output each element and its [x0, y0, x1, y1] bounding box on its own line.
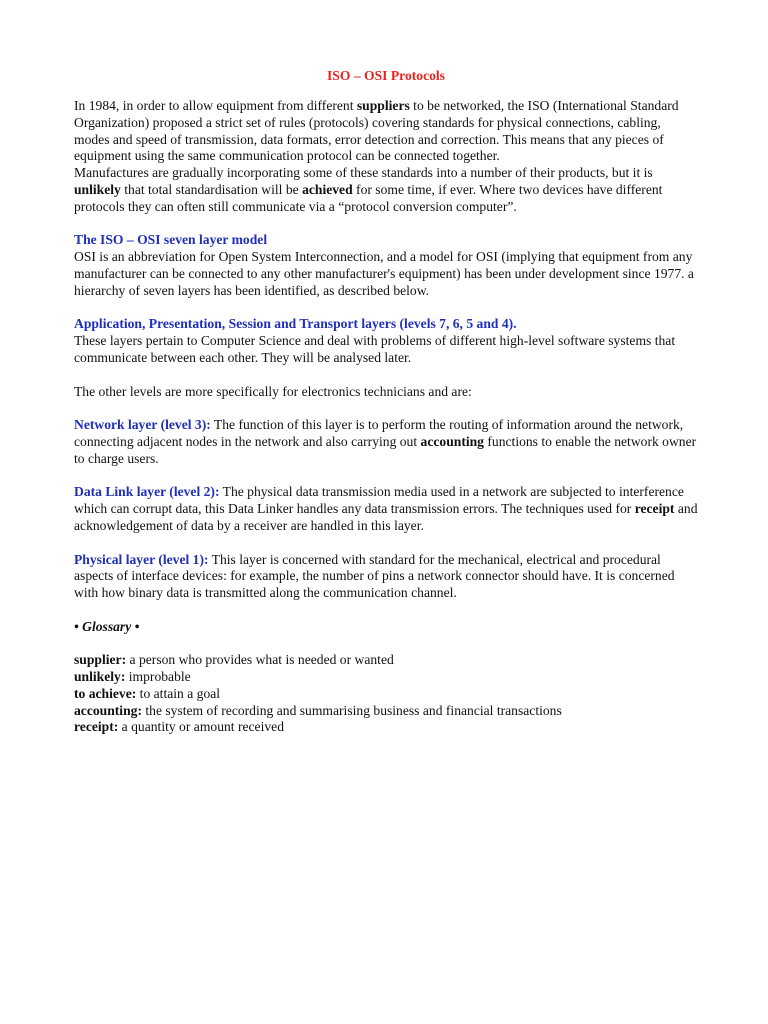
term-receipt: receipt [634, 501, 675, 517]
data-link-layer-text: and acknowledgement of data by a receiver are handled in this layer. [74, 501, 698, 533]
glossary-definition: a person who provides what is needed or wanted [126, 652, 394, 668]
data-link-layer-text: The physical data transmission media used in a network are subjected to interference which can corrupt data, this Data Linker handles any data transmission errors. The techniques used for [74, 484, 684, 517]
upper-layers-heading: Application, Presentation, Session and Transport layers (levels 7, 6, 5 and 4). [74, 316, 517, 332]
term-accounting: accounting [420, 433, 484, 449]
physical-layer-heading: Physical layer (level 1): [74, 551, 209, 567]
intro-text: Manufactures are gradually incorporating some of these standards into a number of their products, but it is [74, 165, 653, 181]
glossary-entry [74, 652, 698, 669]
network-layer-text: functions to enable the network owner to charge users. [74, 433, 697, 466]
intro-text: to be networked, the ISO (International Standard Organization) proposed a strict set of rules (protocols) covering standards for physical connections, cabling, modes and speed of transmission, data formats, error detection and correction. This means that any pieces of equipment using the same communication protocol can be connected together. [74, 98, 679, 164]
intro-text: In 1984, in order to allow equipment from different [74, 98, 357, 113]
glossary-definition: the system of recording and summarising business and financial transactions [141, 702, 562, 718]
osi-model-heading: The ISO – OSI seven layer model [74, 232, 268, 248]
intro-text: that total standardisation will be [120, 181, 303, 197]
glossary-term: receipt: [74, 719, 119, 735]
upper-layers-body: These layers pertain to Computer Science and deal with problems of different high-level software systems that communicate between each other. They will be analysed later. [74, 333, 676, 365]
glossary-definition: a quantity or amount received [118, 719, 284, 735]
term-suppliers: suppliers [356, 98, 410, 113]
glossary-definition: to attain a goal [136, 685, 221, 701]
physical-layer-text: This layer is concerned with standard for the mechanical, electrical and procedural aspects of interface devices: for example, the number of pins a network connector should have. It is concerned with how binary data is transmitted along the communication channel. [74, 551, 675, 601]
network-layer-paragraph [74, 417, 698, 467]
intro-text: for some time, if ever. Where two devices have different protocols they can often still communicate via a “protocol conversion computer”. [74, 181, 663, 214]
network-layer-text: The function of this layer is to perform the routing of information around the network, connecting adjacent nodes in the network and also carrying out [74, 417, 684, 449]
glossary-list [74, 652, 698, 736]
term-unlikely: unlikely [74, 181, 121, 197]
osi-model-body: OSI is an abbreviation for Open System Interconnection, and a model for OSI (implying that equipment from any manufacturer can be connected to any other manufacturer's equipment) has been under development since 1977. a hierarchy of seven layers has been identified, as described below. [74, 249, 694, 298]
glossary-entry [74, 669, 698, 686]
glossary-definition: improbable [125, 669, 191, 685]
term-achieved: achieved [302, 181, 353, 197]
intro-paragraph-2 [74, 165, 698, 215]
document-page [74, 68, 698, 736]
physical-layer-paragraph [74, 552, 698, 602]
glossary-entry [74, 719, 698, 736]
glossary-heading: • Glossary • [74, 618, 140, 634]
glossary-term: accounting: [74, 702, 142, 718]
other-levels-text: The other levels are more specifically for electronics technicians and are: [74, 383, 472, 399]
data-link-layer-paragraph [74, 484, 698, 534]
glossary-term: supplier: [74, 652, 127, 668]
data-link-layer-heading: Data Link layer (level 2): [74, 484, 220, 500]
glossary-term: to achieve: [74, 685, 137, 701]
page-title: ISO – OSI Protocols [327, 68, 445, 83]
glossary-entry [74, 703, 698, 720]
network-layer-heading: Network layer (level 3): [74, 417, 211, 433]
glossary-entry [74, 686, 698, 703]
glossary-term: unlikely: [74, 669, 126, 685]
intro-paragraph-1 [74, 98, 698, 165]
